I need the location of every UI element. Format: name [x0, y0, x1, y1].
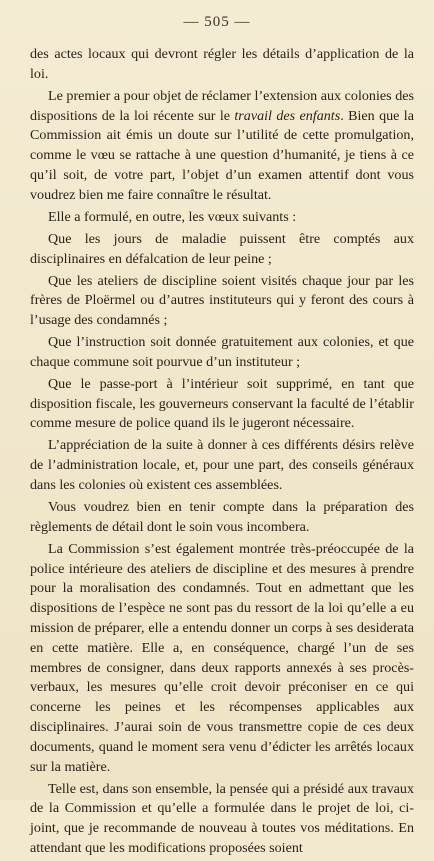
paragraph-6: Que l’instruction soit donnée gratuitement aux colonies, et que chaque commune soit pourvue d’un instituteur ; — [30, 334, 414, 370]
paragraph-2 — [30, 87, 414, 206]
paragraph-11: Telle est, dans son ensemble, la pensée qui a présidé aux travaux de la Commission et qu’elle a formulée dans le projet de loi, ci-joint, que je recommande de nouveau à toutes vos méditations. En attendant que les modifications proposées soient — [30, 780, 414, 856]
paragraph-4: Que les jours de maladie puissent être comptés aux disciplinaires en défalcation de leur peine ; — [30, 230, 414, 267]
paragraph-3: Elle a formulé, en outre, les vœux suivants : — [48, 208, 297, 225]
paragraph-5: Que les ateliers de discipline soient visités chaque jour par les frères de Ploërmel ou d’autres instituteurs qui y feront des cours à l’usage des condamnés ; — [30, 272, 414, 329]
paragraph-2-start: Le premier a pour objet de réclamer l’extension aux colonies des dispositions de la loi récente sur le — [30, 87, 414, 124]
page-number: — 505 — — [183, 14, 251, 30]
emphasis-travail-des-enfants: travail des enfants — [234, 107, 341, 124]
paragraph-10: La Commission s’est également montrée très-préoccupée de la police intérieure des ateliers de discipline et des mesures à prendre pour la moralisation des condamnés. Tout en admettant que les dispositions de l’espèce ne sont pas du ressort de la loi qu’elle a eu mission de préparer, elle a entendu donner un corps à ses desiderata en cette matière. Elle a, en conséquence, chargé l’un de ses membres de consigner, dans deux rapports annexés à ses procès-verbaux, les mesures qu’elle croit devoir préconiser en ce qui concerne les peines et les récompenses applicables aux disciplinaires. J’aurai soin de vous transmettre copie de ces deux documents, quand le moment sera venu d’édicter les arrêtés locaux sur la matière. — [30, 540, 414, 775]
paragraph-2-end: . Bien que la Commission ait émis un doute sur l’utilité de cette promulgation, comme le vœu se rattache à une question d’humanité, je tiens à ce qu’il soit, de votre part, l’objet d’un examen attentif dont vous voudrez bien me faire connaître le résultat. — [30, 107, 414, 203]
paragraph-1: des actes locaux qui devront régler les détails d’application de la loi. — [30, 46, 414, 82]
paragraph-7: Que le passe-port à l’intérieur soit supprimé, en tant que disposition fiscale, les gouverneurs conservant la faculté de l’établir comme mesure de police quand ils le jugeront nécessaire. — [30, 375, 414, 432]
paragraph-9: Vous voudrez bien en tenir compte dans la préparation des règlements de détail dont le soin vous incombera. — [30, 499, 414, 535]
body-text — [30, 45, 414, 861]
paragraph-8: L’appréciation de la suite à donner à ces différents désirs relève de l’administration locale, et, pour une part, des conseils généraux dans les colonies où existent ces assemblées. — [30, 437, 414, 494]
